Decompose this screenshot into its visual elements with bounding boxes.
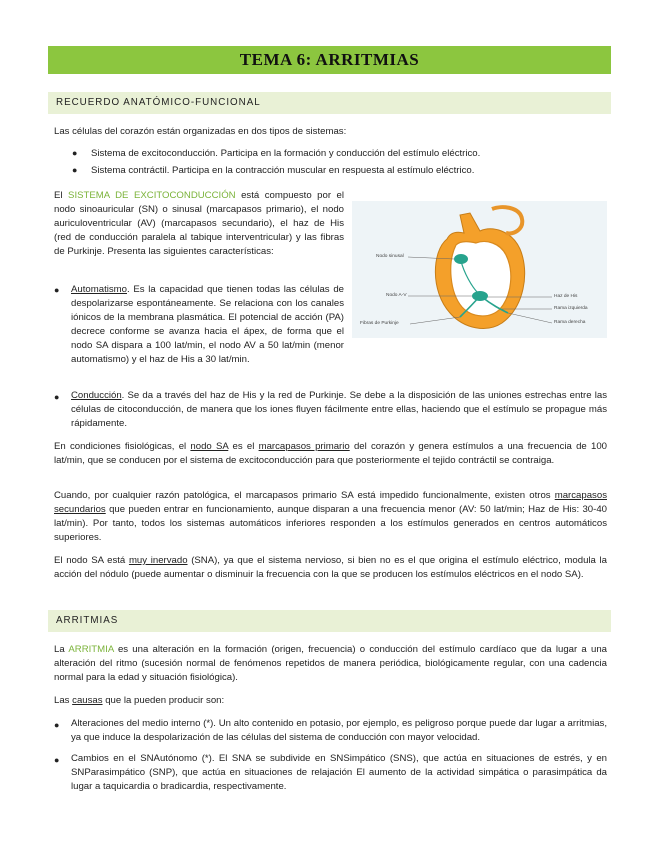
conduccion-text: . Se da a través del haz de His y la red de Purkinje. Se debe a la disposición de las uniones estrechas entre las células de citoconducción, de manera que los iones fluyen fácilmente entre ellas, haciendo que el estímulo se propague más rápidamente. [71,390,607,429]
excito-highlight: SISTEMA DE EXCITOCONDUCCIÓN [68,190,236,201]
heart-conduction-figure [352,201,607,338]
text-run-underlined: muy inervado [128,555,188,566]
text-run: Cuando, por cualquier razón patológica, el marcapasos primario SA está impedido funcionalmente, existen otros [54,490,555,501]
text-run-underlined: nodo SA [190,441,229,452]
text-run: El nodo SA está [54,555,129,566]
text-run: del corazón y genera estímulos a una frecuencia de 100 lat/min, que se conducen por el sistema de excitoconducción para que posteriormente el tejido contráctil se contraiga. [54,441,607,466]
definition-paragraph [54,643,607,685]
bullet-icon: ● [72,148,78,158]
excito-pre: El [54,190,69,201]
heart-illustration [352,201,607,338]
figure-label: Rama derecha [554,320,586,325]
section-heading-arritmias [48,610,611,632]
system-item-2: Sistema contráctil. Participa en la contracción muscular en respuesta al estímulo eléctrico. [91,165,475,176]
condiciones-paragraph [54,440,607,468]
bullet-icon: ● [54,392,60,402]
figure-label: Nodo sinusal [376,254,404,259]
intro-paragraph: Las células del corazón están organizadas en dos tipos de sistemas: [54,126,347,137]
nodo-paragraph [54,554,607,582]
figure-label: Haz de His [554,294,578,299]
excito-paragraph [54,189,344,259]
cause-item-1: Alteraciones del medio interno (*). Un alto contenido en potasio, por ejemplo, es peligroso porque puede dar lugar a arritmias, ya que induce la despolarización de las células del sistema de conducción con mayor velocidad. [71,718,607,743]
figure-label: Rama izquierda [554,306,588,311]
page-title: TEMA 6: ARRITMIAS [239,49,420,69]
text-run: es una alteración en la formación (origen, frecuencia) o conducción del estímulo cardíaco que da lugar a una alteración del ritmo (sucesión normal de fenómenos repetidos de manera periódica, biológicamente regular, con una cadencia normal para la edad y situación fisiológica). [54,644,608,683]
section-heading-text: ARRITMIAS [56,614,119,626]
cause-item-2: Cambios en el SNAutónomo (*). El SNA se subdivide en SNSimpático (SNS), que actúa en situaciones de estrés, y en SNParasimpático (SNP), que actúa en situaciones de relajación El aumento de la actividad simpática o parasimpática da lugar a taquicardia o bradicardia, respectivamente. [71,753,607,792]
bullet-icon: ● [54,285,60,295]
section-heading-text: RECUERDO ANATÓMICO-FUNCIONAL [56,96,261,108]
figure-label: Nodo A-V [386,293,407,298]
system-item-1: Sistema de excitoconducción. Participa en la formación y conducción del estímulo eléctrico. [91,148,481,159]
text-run: que la pueden producir son: [102,695,225,706]
causes-term: causas [72,695,103,706]
text-run: La [54,644,69,655]
automatismo-text: . Es la capacidad que tienen todas las células de despolarizarse espontáneamente. Se relaciona con los canales iónicos de la membrana plasmática. El potencial de acción (PA) decrece conforme se avanza hacia el ápex, de forma que el nodo SA dispara a 100 lat/min, el nodo AV a 50 lat/min (menor automatismo) y el haz de His a 30 lat/min. [71,284,344,365]
text-run: En condiciones fisiológicas, el [54,441,191,452]
text-run: (SNA), ya que el sistema nervioso, si bien no es el que origina el estímulo eléctrico, modula la acción del nódulo (puede aumentar o disminuir la frecuencia con la que se producen los estímulos eléctricos en el nodo SA). [54,555,608,580]
title-banner [48,46,611,74]
automatismo-item [71,283,344,366]
text-run-underlined: marcapasos primario [258,441,350,452]
excito-post: está compuesto por el nodo sinoauricular (SN) o sinusal (marcapasos primario), el nodo auriculoventricular (AV) (marcapasos secundario), el haz de His (red de conducción paralela al tabique interventricular) y las fibras de Purkinje. Presenta las siguientes características: [54,190,344,257]
figure-label: Fibras de Purkinje [360,321,399,326]
bullet-icon: ● [54,755,60,765]
text-run-underlined: marcapasos secundarios [54,490,607,515]
arritmia-highlight: ARRITMIA [68,644,114,655]
bullet-icon: ● [72,165,78,175]
section-heading-recuerdo [48,92,611,114]
text-run: es el [228,441,259,452]
automatismo-term: Automatismo [71,284,127,295]
bullet-icon: ● [54,720,60,730]
text-run: Las [54,695,73,706]
conduccion-term: Conducción [71,390,122,401]
cuando-paragraph [54,489,607,545]
conduccion-item [71,389,607,431]
causes-intro [54,694,607,708]
text-run: que pueden entrar en funcionamiento, aunque disparan a una frecuencia menor (AV: 50 lat/min; Haz de His: 30-40 lat/min). Por tanto, todos los sistemas automáticos inferiores responden a los estímulos generados en centros automáticos superiores. [54,503,607,543]
